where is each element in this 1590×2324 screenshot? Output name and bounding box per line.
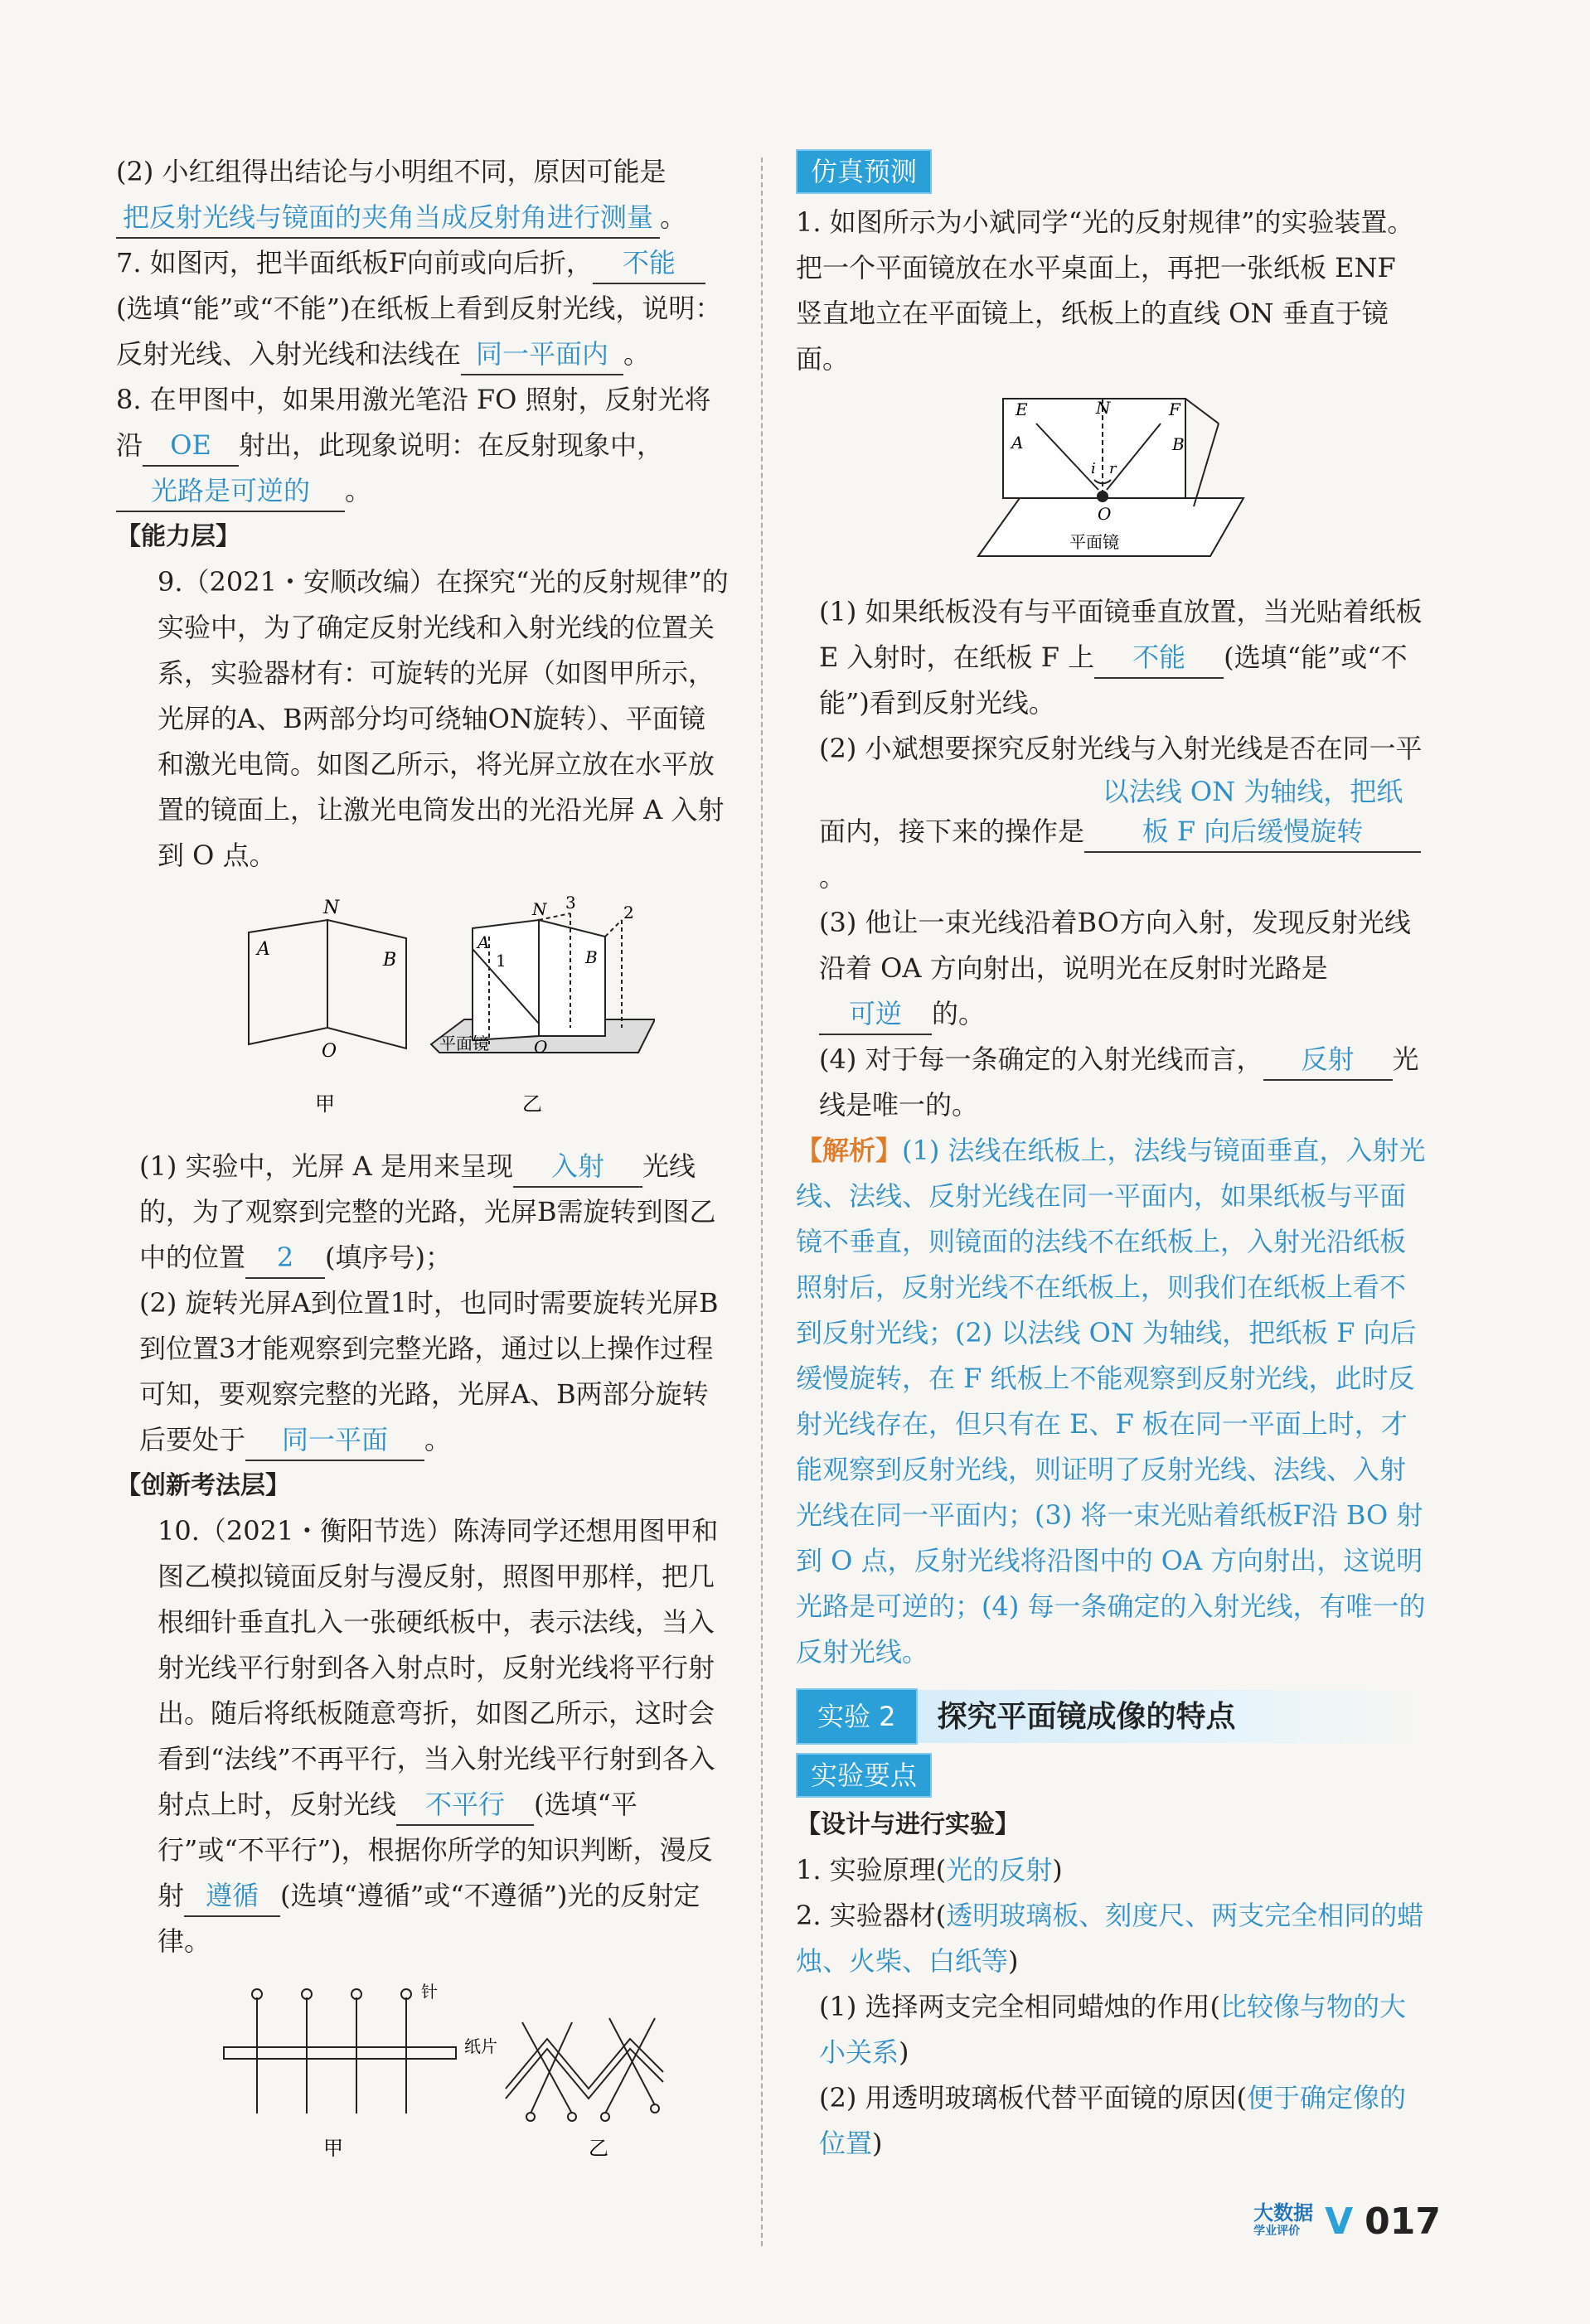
figure-jia-needles [224,1989,456,2113]
page-footer [1253,2201,1441,2243]
q1-part3: (3) 他让一束光线沿着BO方向入射，发现反射光线沿着 OA 方向射出，说明光在反射时光路是可逆 的。 [796,900,1426,1037]
caption-yi: 乙 [589,2137,608,2160]
q1-figure [970,390,1252,581]
answer-blank: 同一平面内 [461,334,623,375]
answer-blank: 把反射光线与镜面的夹角当成反射角进行测量 [116,197,660,239]
q9-figure [191,887,655,1135]
label-mirror: 平面镜 [1069,532,1119,552]
item-equipment: 2. 实验器材(透明玻璃板、刻度尺、两支完全相同的蜡烛、火柴、白纸等) [796,1900,1424,1977]
label-A: A [1011,433,1024,453]
label-O: O [1098,504,1112,524]
label-A: A [477,932,490,952]
brand-mark: V [1325,2201,1354,2243]
tag-key-points: 实验要点 [796,1753,932,1798]
experiment-2-header [796,1690,1426,1743]
answer-blank: OE [143,425,239,467]
experiment-2-tag: 实验 2 [796,1688,918,1745]
figure-yi-bent [506,2018,663,2121]
q9-part1: (1) 实验中，光屏 A 是用来呈现 入射 光线的，为了观察到完整的光路，光屏B需旋转到图乙中的位置 2 (填序号)； [116,1144,730,1281]
answer-blank: 入射 [513,1146,642,1188]
figure-jia [249,920,406,1048]
right-column [796,149,1426,2167]
label-A: A [257,939,270,960]
answer-blank: 遵循 [184,1876,280,1917]
q1-part2: (2) 小斌想要探究反射光线与入射光线是否在同一平面内，接下来的操作是以法线 ON 为轴线，把纸板 F 向后缓慢旋转。 [819,733,1423,893]
answer-blank: 不平行 [396,1784,534,1826]
sub-item-1: (1) 选择两支完全相同蜡烛的作用(比较像与物的大小关系) [819,1991,1407,2068]
q1-part4: (4) 对于每一条确定的入射光线而言， 反射 光线是唯一的。 [796,1037,1426,1128]
experiment-2-title: 探究平面镜成像的特点 [937,1699,1236,1734]
label-1: 1 [496,951,507,971]
figure-yi [431,913,655,1053]
page-number: 017 [1365,2201,1441,2243]
answer-blank: 不能 [593,243,705,284]
label-mirror: 平面镜 [439,1034,489,1053]
section-ability: 【能力层】 [116,522,240,551]
label-O: O [534,1037,548,1057]
left-column [116,149,730,2171]
answer-blank: 以法线 ON 为轴线，把纸板 F 向后缓慢旋转 [1084,772,1421,853]
label-B: B [1172,434,1185,454]
label-E: E [1016,399,1028,419]
question-7: 7. 如图丙，把半面纸板F向前或向后折， 不能(选填“能”或“不能”)在纸板上看到反射光线，说明：反射光线、入射光线和法线在 同一平面内 。 [116,240,730,377]
answer-blank: 光路是可逆的 [116,471,345,512]
item-principle: 1. 实验原理(光的反射) [796,1854,1063,1886]
section-design: 【设计与进行实验】 [796,1810,1020,1839]
label-B: B [383,950,397,971]
label-F: F [1169,399,1180,419]
brand-logo: 大数据 学业评价 [1253,2201,1314,2238]
q6-part2: (2) 小红组得出结论与小明组不同，原因可能是 把反射光线与镜面的夹角当成反射角进行测量 。 [116,149,730,240]
question-1-stem: 1. 如图所示为小斌同学“光的反射规律”的实验装置。把一个平面镜放在水平桌面上，再把一张纸板 ENF 竖直地立在平面镜上，纸板上的直线 ON 垂直于镜面。 [796,206,1414,375]
answer-blank: 不能 [1094,637,1224,679]
answer-blank: 可逆 [819,994,932,1035]
answer-blank: 反射 [1263,1039,1393,1081]
tag-simulation-prediction: 仿真预测 [796,149,932,194]
analysis-label: 【解析】 [796,1135,903,1166]
label-i: i [1091,460,1096,477]
label-needle: 针 [421,1982,438,2002]
q9-part2: (2) 旋转光屏A到位置1时，也同时需要旋转光屏B到位置3才能观察到完整光路，通过以上操作过程可知，要观察完整的光路，光屏A、B两部分旋转后要处于 同一平面 。 [116,1281,730,1463]
question-10: 10.（2021・衡阳节选）陈涛同学还想用图甲和图乙模拟镜面反射与漫反射，照图甲那样，把几根细针垂直扎入一张硬纸板中，表示法线，当入射光线平行射到各入射点时，反射光线将平行射出。随后将纸板随意弯折，如图乙所示，这时会看到“法线”不再平行，当入射光线平行射到各入射点上时，反射光线 不平行 (选填“平行”或“不平行”)，根据你所学的知识判断，漫反射 遵循 (选填“遵循”或“不遵循”)光的反射定律。 [158,1515,719,1957]
q10-figure [158,1973,688,2163]
q1-part1: (1) 如果纸板没有与平面镜垂直放置，当光贴着纸板 E 入射时，在纸板 F 上 不能 (选填“能”或“不能”)看到反射光线。 [819,596,1423,719]
section-innovate: 【创新考法层】 [116,1471,290,1500]
question-8: 8. 在甲图中，如果用激光笔沿 FO 照射，反射光将沿 OE 射出，此现象说明：在反射现象中， 光路是可逆的 。 [116,377,730,514]
caption-jia: 甲 [323,2137,343,2160]
label-paper: 纸片 [464,2036,497,2056]
label-3: 3 [565,893,576,913]
label-N: N [532,899,547,919]
caption-yi: 乙 [522,1092,542,1116]
label-N: N [1096,398,1111,418]
column-divider [761,157,763,2246]
label-2: 2 [623,903,634,922]
label-O: O [322,1041,337,1062]
answer-blank: 同一平面 [245,1420,424,1461]
label-N: N [323,898,340,918]
q1-analysis: 【解析】(1) 法线在纸板上，法线与镜面垂直，入射光线、法线、反射光线在同一平面内，如果纸板与平面镜不垂直，则镜面的法线不在纸板上，入射光沿纸板照射后，反射光线不在纸板上，则我们在纸板上看不到反射光线；(2) 以法线 ON 为轴线，把纸板 F 向后缓慢旋转，在 F 纸板上不能观察到反射光线，此时反射光线存在，但只有在 E、F 板在同一平面上时，才能观察到反射光线，则证明了反射光线、法线、入射光线在同一平面内；(3) 将一束光贴着纸板F沿 BO 射到 O 点，反射光线将沿图中的 OA 方向射出，这说明光路是可逆的；(4) 每一条确定的入射光线，有唯一的反射光线。 [796,1135,1426,1668]
sub-item-2: (2) 用透明玻璃板代替平面镜的原因(便于确定像的位置) [819,2082,1407,2159]
answer-blank: 2 [245,1237,325,1279]
question-9-stem: 9.（2021・安顺改编）在探究“光的反射规律”的实验中，为了确定反射光线和入射光线的位置关系，实验器材有：可旋转的光屏（如图甲所示，光屏的A、B两部分均可绕轴ON旋转）、平面镜和激光电筒。如图乙所示，将光屏立放在水平放置的镜面上，让激光电筒发出的光沿光屏 A 入射到 O 点。 [158,566,729,871]
label-r: r [1109,460,1117,477]
caption-jia: 甲 [315,1092,335,1116]
label-B: B [585,947,598,967]
